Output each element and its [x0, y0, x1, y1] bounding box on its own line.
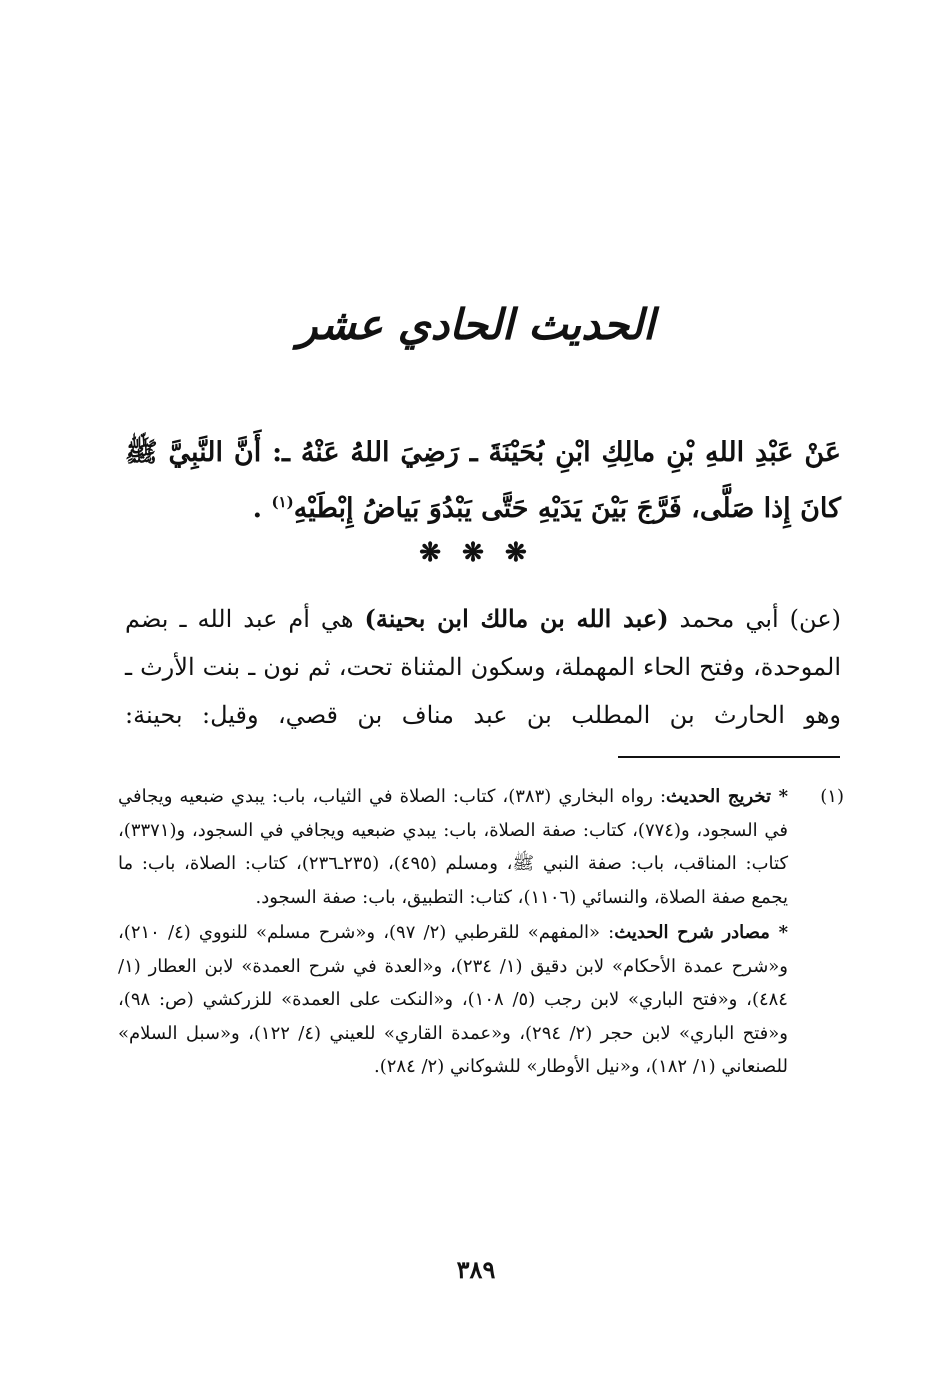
- narrator-name: (عبد الله بن مالك ابن بحينة): [364, 604, 669, 633]
- footnote-text-sources: : «المفهم» للقرطبي (٢/ ٩٧)، و«شرح مسلم» للنووي (٤/ ٢١٠)، و«شرح عمدة الأحكام» لابن دقيق (١/ ٢٣٤)، و«العدة في شرح العمدة» لابن العطار (١/ ٤٨٤)، و«فتح الباري» لابن رجب (٥/ ١٠٨)، و«النكت على العمدة» للزركشي (ص: ٩٨)، و«فتح الباري» لابن حجر (٢/ ٢٩٤)، و«عمدة القاري» للعيني (٤/ ١٢٢)، و«سبل السلام» للصنعاني (١/ ١٨٢)، و«نيل الأوطار» للشوكاني (٢/ ٢٨٤).: [118, 922, 788, 1077]
- commentary-open: (عن) أبي محمد: [668, 605, 841, 633]
- footnote-marker[interactable]: (١): [271, 493, 294, 511]
- footnote-heading-sources: مصادر شرح الحديث: [614, 922, 770, 943]
- footnotes-section: [118, 780, 844, 1084]
- hadith-text-block: [125, 425, 841, 537]
- chapter-title: الحديث الحادي عشر: [297, 300, 655, 349]
- footnote-heading-takhrij: تخريج الحديث: [666, 786, 772, 807]
- footnote-star: *: [771, 786, 788, 807]
- section-separator: ❋ ❋ ❋: [419, 538, 533, 568]
- page-number: ٣٨٩: [456, 1255, 496, 1284]
- hadith-text: عَنْ عَبْدِ اللهِ بْنِ مالِكِ ابْنِ بُحَيْنَةَ ـ رَضِيَ اللهُ عَنْهُ ـ: أَنَّ النَّبِيَّ ﷺ كانَ إِذا صَلَّى، فَرَّجَ بَيْنَ يَدَيْهِ حَتَّى يَبْدُوَ بَياضُ إِبْطَيْهِ: [125, 437, 841, 524]
- footnote-sources: [118, 916, 844, 1084]
- footnote-text-takhrij: : رواه البخاري (٣٨٣)، كتاب: الصلاة في الثياب، باب: يبدي ضبعيه ويجافي في السجود، و(٧٧٤)، كتاب: صفة الصلاة، باب: يبدي ضبعيه ويجافي في السجود، و(٣٣٧١)، كتاب: المناقب، باب: صفة النبي ﷺ، ومسلم (٤٩٥)، (٢٣٥ـ٢٣٦)، كتاب: الصلاة، باب: ما يجمع صفة الصلاة، والنسائي (١١٠٦)، كتاب: التطبيق، باب: صفة السجود.: [118, 786, 789, 908]
- commentary-text: هي أم عبد الله ـ بضم الموحدة، وفتح الحاء المهملة، وسكون المثناة تحت، ثم نون ـ بنت الأرث ـ وهو الحارث بن المطلب بن عبد مناف بن قصي، وقيل: بحينة:: [125, 605, 841, 729]
- footnote-takhrij: [118, 780, 844, 914]
- footnote-star: *: [769, 922, 788, 943]
- commentary-paragraph: [125, 595, 841, 739]
- footnote-divider: [618, 756, 840, 758]
- hadith-end: .: [252, 493, 272, 524]
- footnote-number: (١): [820, 786, 844, 807]
